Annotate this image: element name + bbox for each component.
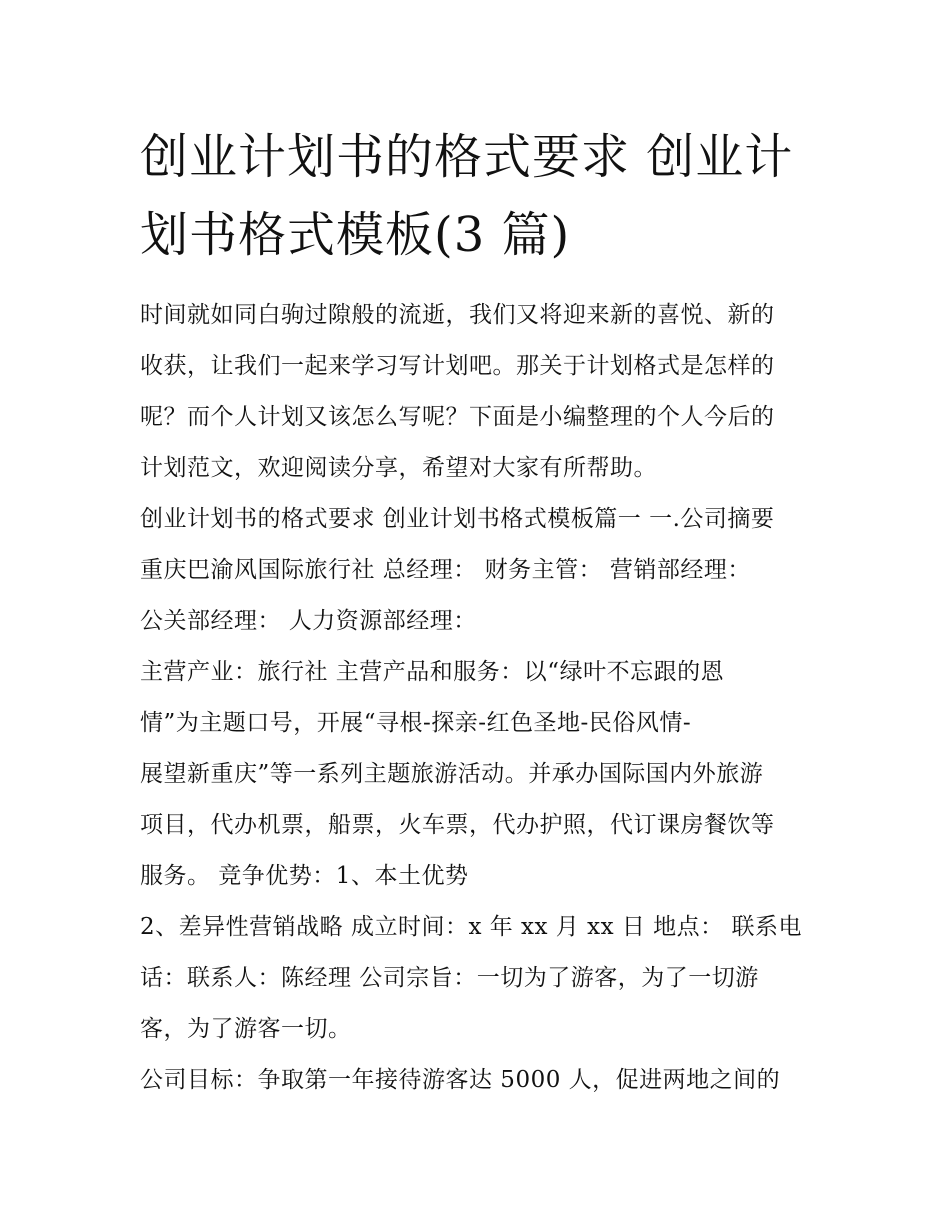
body-line-9: 情”为主题口号，开展“寻根-探亲-红色圣地-民俗风情- [140,710,692,736]
body-line-8: 主营产业：旅行社 主营产品和服务：以“绿叶不忘跟的恩 [140,659,725,685]
body-line-14: 话：联系人：陈经理 公司宗旨：一切为了游客，为了一切游 [140,965,759,991]
body-line-10: 展望新重庆”等一系列主题旅游活动。并承办国际国内外旅游 [140,761,764,787]
title-line-1: 创业计划书的格式要求 创业计 [140,129,794,185]
body-line-15: 客，为了游客一切。 [140,1016,352,1042]
document-body [140,290,820,1106]
body-line-16: 公司目标：争取第一年接待游客达 5000 人，促进两地之间的 [140,1067,781,1093]
title-line-2: 划书格式模板(3 篇) [140,207,571,263]
body-line-1: 时间就如同白驹过隙般的流逝，我们又将迎来新的喜悦、新的 [140,302,775,328]
body-line-2: 收获，让我们一起来学习写计划吧。那关于计划格式是怎样的 [140,353,775,379]
body-line-12: 服务。 竞争优势：1、本土优势 [140,863,469,889]
body-line-4: 计划范文，欢迎阅读分享，希望对大家有所帮助。 [140,455,657,481]
document-page [140,118,820,1106]
body-line-11: 项目，代办机票，船票，火车票，代办护照，代订课房餐饮等 [140,812,775,838]
document-title [140,118,820,274]
body-line-6: 重庆巴渝风国际旅行社 总经理： 财务主管： 营销部经理： [140,557,751,583]
body-line-5: 创业计划书的格式要求 创业计划书格式模板篇一 一.公司摘要 [140,506,775,532]
body-line-13: 2、差异性营销战略 成立时间：x 年 xx 月 xx 日 地点： 联系电 [140,914,802,940]
body-line-7: 公关部经理： 人力资源部经理： [140,608,477,634]
body-line-3: 呢？而个人计划又该怎么写呢？下面是小编整理的个人今后的 [140,404,775,430]
